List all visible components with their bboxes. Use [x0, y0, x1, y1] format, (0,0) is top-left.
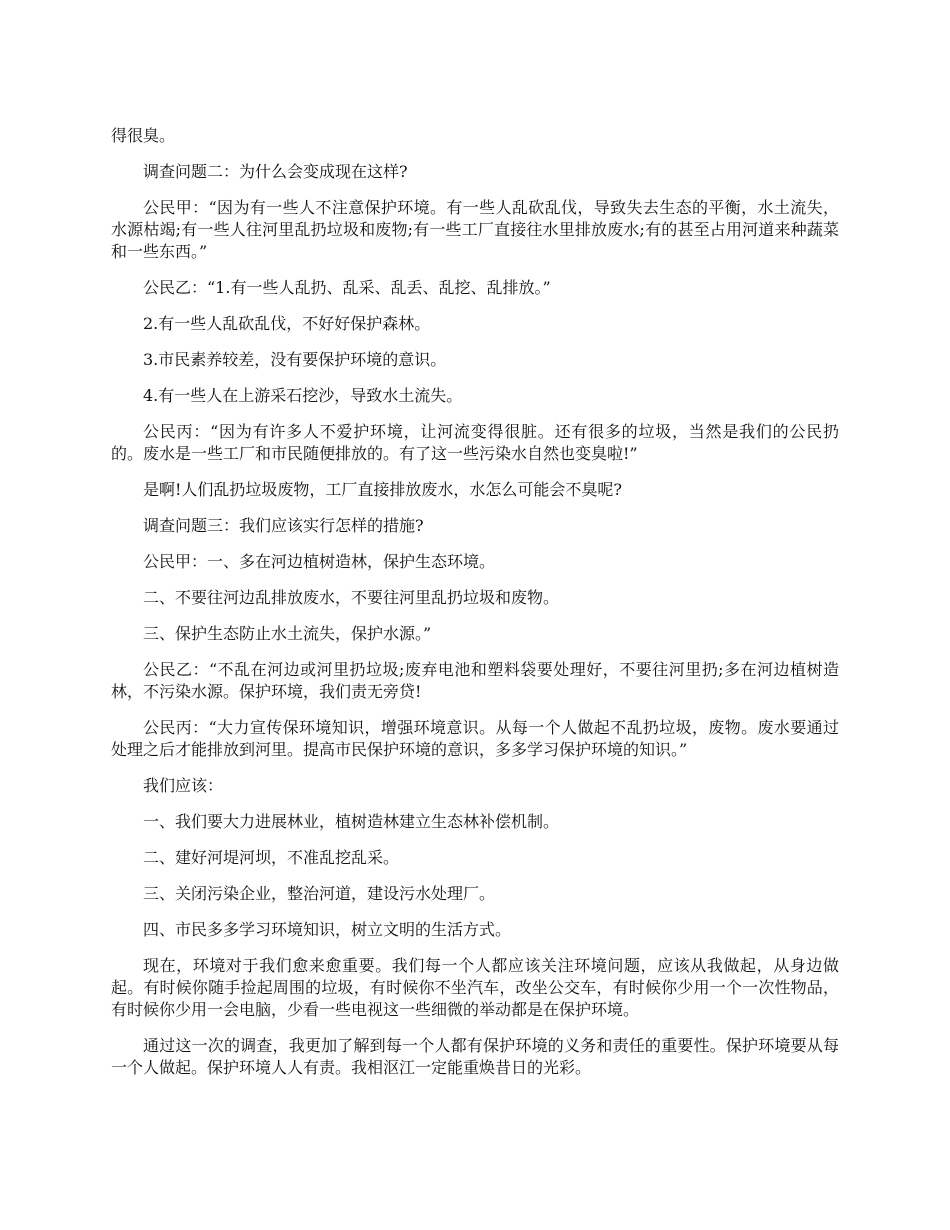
paragraph: 公民甲：“因为有一些人不注意保护环境。有一些人乱砍乱伐，导致失去生态的平衡，水土流失，水源枯竭;有一些人往河里乱扔垃圾和废物;有一些工厂直接往水里排放废水;有的甚至占用河道来种蔬菜和一些东西。” [111, 198, 839, 261]
paragraph: 通过这一次的调查，我更加了解到每一个人都有保护环境的义务和责任的重要性。保护环境要从每一个人做起。保护环境人人有责。我相沤江一定能重焕昔日的光彩。 [111, 1036, 839, 1077]
paragraph: 是啊!人们乱扔垃圾废物，工厂直接排放废水，水怎么可能会不臭呢? [143, 480, 623, 499]
paragraph: 公民丙：“因为有许多人不爱护环境，让河流变得很脏。还有很多的垃圾，当然是我们的公民扔的。废水是一些工厂和市民随便排放的。有了这一些污染水自然也变臭啦!” [111, 422, 839, 463]
paragraph: 现在，环境对于我们愈来愈重要。我们每一个人都应该关注环境问题，应该从我做起，从身边做起。有时候你随手捡起周围的垃圾，有时候你不坐汽车，改坐公交车，有时候你少用一个一次性物品，有时候你少用一会电脑，少看一些电视这一些细微的举动都是在保护环境。 [111, 956, 839, 1019]
paragraph: 公民丙：“大力宣传保环境知识，增强环境意识。从每一个人做起不乱扔垃圾，废物。废水要通过处理之后才能排放到河里。提高市民保护环境的意识，多多学习保护环境的知识。” [111, 718, 839, 759]
paragraph: 得很臭。 [111, 126, 176, 145]
paragraph: 公民乙：“1.有一些人乱扔、乱采、乱丢、乱挖、乱排放。” [143, 278, 551, 297]
paragraph: 4.有一些人在上游采石挖沙，导致水土流失。 [143, 386, 463, 405]
paragraph: 二、不要往河边乱排放废水，不要往河里乱扔垃圾和废物。 [143, 588, 560, 607]
paragraph: 四、市民多多学习环境知识，树立文明的生活方式。 [143, 920, 512, 939]
paragraph: 公民乙：“不乱在河边或河里扔垃圾;废弃电池和塑料袋要处理好，不要往河里扔;多在河边植树造林，不污染水源。保护环境，我们责无旁贷! [111, 660, 839, 701]
paragraph: 二、建好河堤河坝，不准乱挖乱采。 [143, 848, 400, 867]
paragraph: 三、保护生态防止水土流失，保护水源。” [143, 624, 432, 643]
paragraph: 调查问题三：我们应该实行怎样的措施? [143, 516, 424, 535]
paragraph: 3.市民素养较差，没有要保护环境的意识。 [143, 350, 447, 369]
paragraph: 调查问题二：为什么会变成现在这样? [143, 162, 408, 181]
paragraph: 三、关闭污染企业，整治河道，建设污水处理厂。 [143, 884, 496, 903]
paragraph: 公民甲：一、多在河边植树造林，保护生态环境。 [143, 552, 496, 571]
document-body [111, 125, 839, 1093]
paragraph: 我们应该： [143, 776, 224, 795]
paragraph: 2.有一些人乱砍乱伐，不好好保护森林。 [143, 314, 431, 333]
paragraph: 一、我们要大力进展林业，植树造林建立生态林补偿机制。 [143, 812, 560, 831]
